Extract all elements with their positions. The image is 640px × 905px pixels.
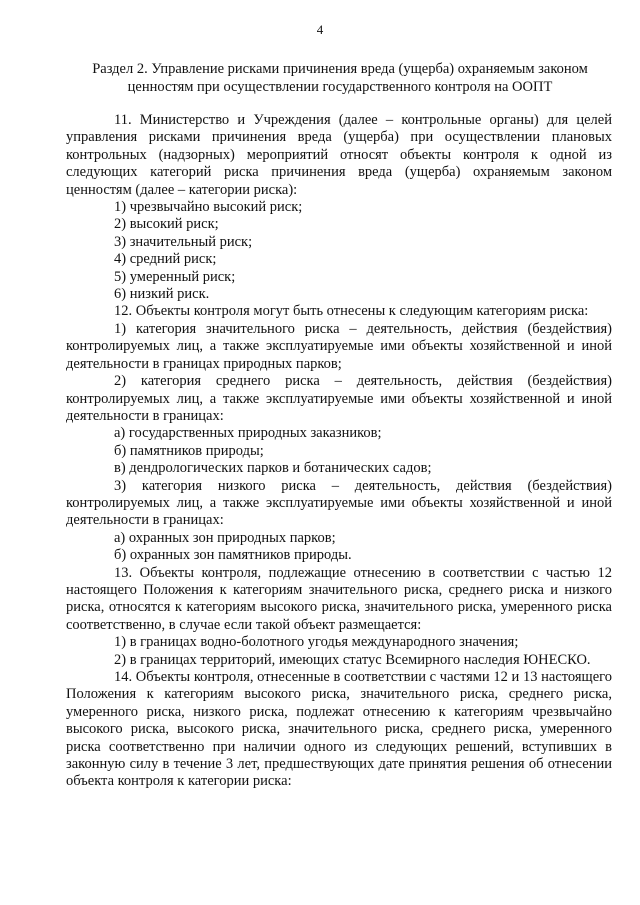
paragraph-12: 12. Объекты контроля могут быть отнесены к следующим категориям риска:	[114, 303, 589, 320]
risk-list-item-5: 5) умеренный риск;	[114, 268, 236, 285]
paragraph-12-2-b: б) памятников природы;	[114, 442, 264, 459]
paragraph-12-3-b: б) охранных зон памятников природы.	[114, 547, 352, 564]
paragraph-13: 13. Объекты контроля, подлежащие отнесению в соответствии с частью 12 настоящего Положения к категориям значительного риска, среднего риска и низкого риска, относятся к категориям высокого риска, значительного риска, умеренного риска соответственно, в случае если такой объект размещается:	[66, 564, 612, 633]
paragraph-12-2-a: а) государственных природных заказников;	[114, 425, 382, 442]
risk-list-item-6: 6) низкий риск.	[114, 286, 210, 303]
risk-list-item-2: 2) высокий риск;	[114, 216, 219, 233]
paragraph-13-1: 1) в границах водно-болотного угодья международного значения;	[114, 634, 519, 651]
paragraph-12-1: 1) категория значительного риска – деятельность, действия (бездействия) контролируемых лиц, а также эксплуатируемые ими объекты хозяйственной и иной деятельности в границах природных парков;	[66, 320, 612, 372]
paragraph-12-2: 2) категория среднего риска – деятельность, действия (бездействия) контролируемых лиц, а также эксплуатируемые ими объекты хозяйственной и иной деятельности в границах:	[66, 373, 612, 424]
document-body	[66, 112, 612, 791]
paragraph-13-2: 2) в границах территорий, имеющих статус Всемирного наследия ЮНЕСКО.	[114, 651, 591, 668]
risk-list-item-3: 3) значительный риск;	[114, 233, 253, 250]
paragraph-14: 14. Объекты контроля, отнесенные в соответствии с частями 12 и 13 настоящего Положения к категориям высокого риска, значительного риска, среднего риска, умеренного риска, низкого риска, подлежат отнесению к категориям чрезвычайно высокого риска, высокого риска, значительного риска, среднего риска, умеренного риска соответственно при наличии одного из следующих решений, вступивших в законную силу в течение 3 лет, предшествующих дате принятия решения об отнесении объекта контроля к категории риска:	[66, 669, 612, 790]
risk-list-item-1: 1) чрезвычайно высокий риск;	[114, 199, 303, 216]
page-number: 4	[316, 22, 324, 37]
section-title: Раздел 2. Управление рисками причинения вреда (ущерба) охраняемым законом ценностям при осуществлении государственного контроля на ООПТ	[92, 61, 588, 95]
paragraph-12-3: 3) категория низкого риска – деятельность, действия (бездействия) контролируемых лиц, а также эксплуатируемые ими объекты хозяйственной и иной деятельности в границах:	[66, 477, 612, 529]
paragraph-11: 11. Министерство и Учреждения (далее – контрольные органы) для целей управления рисками причинения вреда (ущерба) при осуществлении плановых контрольных (надзорных) мероприятий относят объекты контроля к одной из следующих категорий риска причинения вреда (ущерба) охраняемым законом ценностям (далее – категории риска):	[66, 112, 612, 198]
paragraph-12-3-a: а) охранных зон природных парков;	[114, 529, 336, 546]
paragraph-12-2-v: в) дендрологических парков и ботанических садов;	[114, 460, 432, 477]
risk-list-item-4: 4) средний риск;	[114, 251, 217, 268]
